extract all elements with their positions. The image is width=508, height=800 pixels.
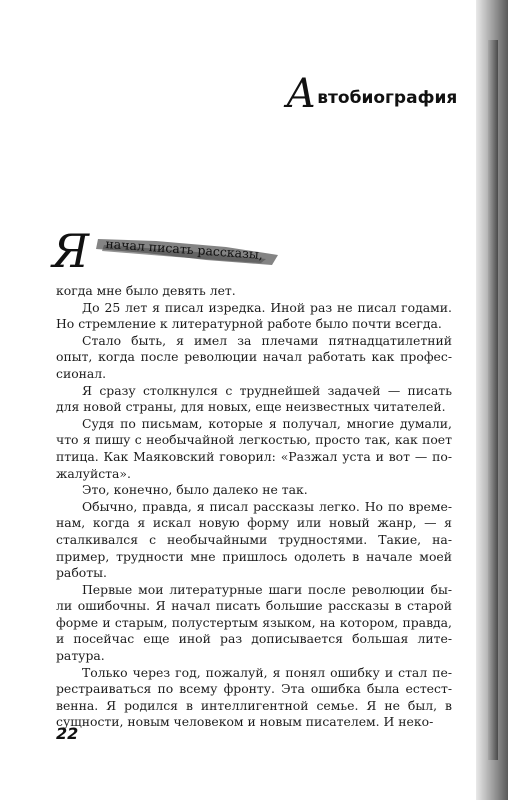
paragraph: Стало быть, я имел за плечами пятнадцатилетний опыт, когда после революции начал работать как профессионал. (56, 332, 452, 381)
paragraph: Обычно, правда, я писал рассказы легко. Но по временам, когда я искал новую форму или новый жанр, — я сталкивался с необычайными трудностями. Такие, например, трудности мне пришлось одолеть в начале моей работы. (56, 498, 452, 581)
page-number: 22 (56, 724, 79, 743)
paragraph: Судя по письмам, которые я получал, многие думали, что я пишу с необычайной легкостью, просто так, как поет птица. Как Маяковский говорил: «Разжал уста и вот — пожалуйста». (56, 415, 452, 481)
chapter-title (286, 71, 458, 117)
chapter-title-initial: А (286, 71, 317, 117)
body-text (56, 283, 452, 731)
drop-cap-letter: Я (52, 224, 90, 278)
paragraph: До 25 лет я писал изредка. Иной раз не писал годами. Но стремление к литературной работе было почти всегда. (56, 299, 452, 332)
paragraph: Я сразу столкнулся с труднейшей задачей — писать для новой страны, для новых, еще неизвестных читателей. (56, 382, 452, 415)
paragraph: когда мне было девять лет. (56, 283, 236, 298)
scan-edge-shadow (476, 0, 508, 800)
opening-banner (96, 233, 282, 267)
banner-text: начал писать рассказы, (105, 236, 264, 262)
paragraph: Это, конечно, было далеко не так. (82, 482, 308, 498)
chapter-title-rest: втобиография (317, 88, 458, 108)
paragraph: Только через год, пожалуй, я понял ошибку и стал перестраиваться по всему фронту. Эта ошибка была естественна. Я родился в интеллигентной семье. Я не был, в сущности, новым человеком и новым писателем. И неко- (56, 664, 452, 730)
scan-edge-inner (488, 40, 498, 760)
paragraph: Первые мои литературные шаги после революции были ошибочны. Я начал писать большие рассказы в старой форме и старым, полустертым языком, на котором, правда, и посейчас еще иной раз дописывается большая литература. (56, 581, 452, 664)
